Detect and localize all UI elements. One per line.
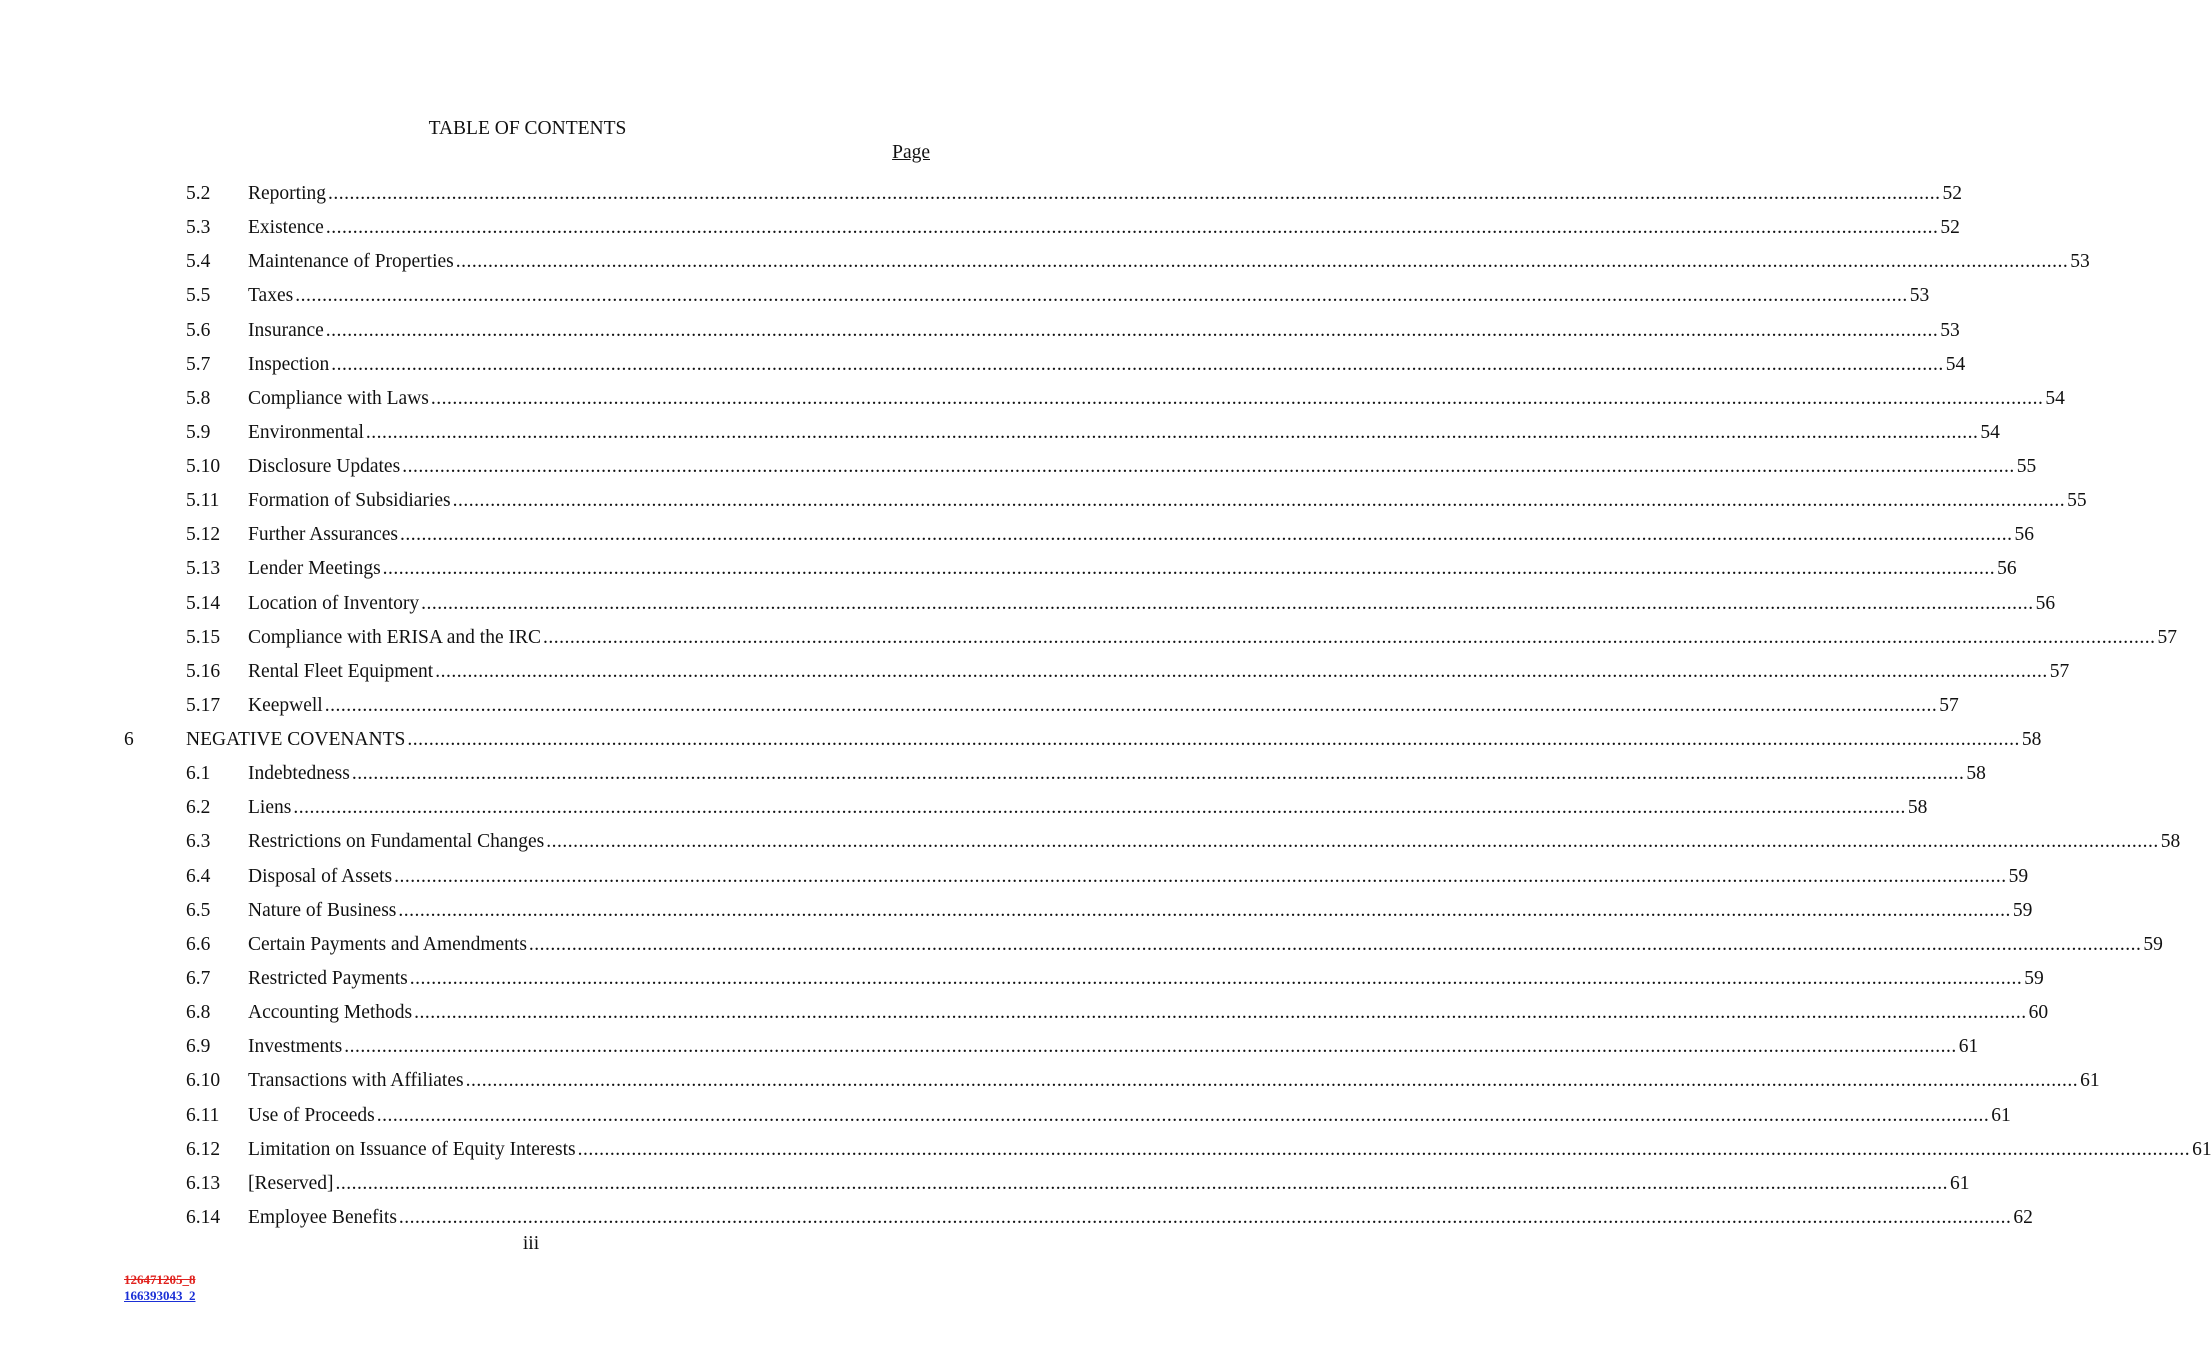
entry-title: Rental Fleet Equipment (248, 660, 434, 682)
entry-number: 6.11 (186, 1104, 220, 1126)
entry-page: 56 (2014, 524, 2035, 546)
entry-page: 60 (2028, 1002, 2049, 1024)
entry-title: Certain Payments and Amendments (248, 933, 527, 955)
dot-leader: ............................................................................................................................................................................................................................................................................................................ (528, 933, 2142, 955)
dot-leader: ............................................................................................................................................................................................................................................................................................................ (543, 626, 2156, 648)
entry-page: 53 (1909, 285, 1930, 307)
entry-number: 5.12 (186, 524, 221, 546)
dot-leader: ............................................................................................................................................................................................................................................................................................................ (400, 524, 2013, 546)
entry-page: 55 (2067, 490, 2087, 512)
entry-number: 5.3 (186, 217, 211, 239)
entry-number: 6.6 (186, 933, 211, 955)
dot-leader: ............................................................................................................................................................................................................................................................................................................ (324, 694, 1938, 716)
dot-leader: ............................................................................................................................................................................................................................................................................................................ (331, 353, 1944, 375)
dot-leader: ............................................................................................................................................................................................................................................................................................................ (435, 660, 2048, 682)
entry-number: 5.8 (186, 387, 211, 409)
entry-number: 5.13 (186, 558, 221, 580)
dot-leader: ............................................................................................................................................................................................................................................................................................................ (452, 490, 2066, 512)
dot-leader: ............................................................................................................................................................................................................................................................................................................ (328, 183, 1941, 204)
entry-title: Indebtedness (248, 763, 350, 785)
entry-number: 6 (124, 729, 134, 751)
entry-title: Nature of Business (248, 899, 397, 921)
entry-title: Maintenance of Properties (248, 251, 454, 273)
dot-leader: ............................................................................................................................................................................................................................................................................................................ (344, 1036, 1957, 1058)
entry-page: 54 (1980, 421, 2000, 443)
entry-title: Environmental (248, 421, 364, 443)
dot-leader: ............................................................................................................................................................................................................................................................................................................ (365, 421, 1979, 443)
entry-number: 5.15 (186, 626, 221, 648)
dot-leader: ............................................................................................................................................................................................................................................................................................................ (335, 1172, 1949, 1194)
dot-leader: ............................................................................................................................................................................................................................................................................................................ (577, 1138, 2191, 1160)
entry-title: Further Assurances (248, 524, 399, 546)
dot-leader: ............................................................................................................................................................................................................................................................................................................ (414, 1002, 2027, 1024)
entry-number: 5.5 (186, 285, 211, 307)
dot-leader: ............................................................................................................................................................................................................................................................................................................ (421, 592, 2034, 614)
entry-title: Liens (248, 797, 292, 819)
dot-leader: ............................................................................................................................................................................................................................................................................................................ (325, 217, 1939, 239)
deleted-doc-id: 126471205_8 (124, 1272, 196, 1287)
entry-title: Compliance with Laws (248, 387, 429, 409)
dot-leader: ............................................................................................................................................................................................................................................................................................................ (398, 1206, 2012, 1228)
entry-page: 59 (2012, 899, 2033, 921)
document-ids (124, 1272, 196, 1304)
dot-leader: ............................................................................................................................................................................................................................................................................................................ (351, 763, 1965, 785)
entry-number: 5.14 (186, 592, 221, 614)
entry-number: 5.16 (186, 660, 221, 682)
entry-number: 6.10 (186, 1070, 221, 1092)
entry-number: 6.13 (186, 1172, 221, 1194)
entry-title: [Reserved] (248, 1172, 334, 1194)
entry-page: 57 (1939, 694, 1959, 716)
entry-page: 53 (2070, 251, 2090, 273)
entry-page: 54 (2045, 387, 2065, 409)
entry-page: 52 (1940, 217, 1960, 239)
dot-leader: ............................................................................................................................................................................................................................................................................................................ (295, 285, 1908, 307)
dot-leader: ............................................................................................................................................................................................................................................................................................................ (376, 1104, 1990, 1126)
entry-number: 6.5 (186, 899, 211, 921)
entry-title: Restricted Payments (248, 967, 408, 989)
entry-number: 6.9 (186, 1036, 211, 1058)
dot-leader: ............................................................................................................................................................................................................................................................................................................ (394, 865, 2007, 887)
entry-page: 61 (2080, 1070, 2100, 1092)
dot-leader: ............................................................................................................................................................................................................................................................................................................ (382, 558, 1996, 580)
entry-page: 58 (1966, 763, 1986, 785)
entry-page: 54 (1945, 353, 1966, 375)
page-column-header: Page (892, 142, 930, 163)
entry-page: 59 (2008, 865, 2029, 887)
dot-leader: ............................................................................................................................................................................................................................................................................................................ (409, 967, 2023, 989)
entry-title: Location of Inventory (248, 592, 420, 614)
entry-title: Taxes (248, 285, 294, 307)
entry-number: 6.2 (186, 797, 211, 819)
dot-leader: ............................................................................................................................................................................................................................................................................................................ (455, 251, 2069, 273)
dot-leader: ............................................................................................................................................................................................................................................................................................................ (402, 456, 2015, 478)
entry-title: Use of Proceeds (248, 1104, 375, 1126)
entry-title: Investments (248, 1036, 343, 1058)
dot-leader: ............................................................................................................................................................................................................................................................................................................ (407, 729, 2020, 751)
dot-leader: ............................................................................................................................................................................................................................................................................................................ (430, 387, 2044, 409)
entry-title: Existence (248, 217, 324, 239)
entry-number: 6.8 (186, 1002, 211, 1024)
entry-title: Accounting Methods (248, 1002, 413, 1024)
entry-title: Transactions with Affiliates (248, 1070, 464, 1092)
toc-title: TABLE OF CONTENTS (428, 118, 627, 139)
entry-page: 55 (2016, 456, 2037, 478)
entry-title: Keepwell (248, 694, 323, 716)
entry-page: 53 (1940, 319, 1960, 341)
entry-page: 56 (1997, 558, 2017, 580)
entry-number: 5.7 (186, 353, 211, 375)
entry-number: 5.2 (186, 183, 211, 204)
entry-title: Formation of Subsidiaries (248, 490, 451, 512)
entry-title: Inspection (248, 353, 330, 375)
entry-title: Reporting (248, 183, 326, 204)
entry-page: 56 (2035, 592, 2056, 614)
entry-page: 59 (2024, 967, 2044, 989)
entry-title: Employee Benefits (248, 1206, 397, 1228)
entry-number: 6.3 (186, 831, 211, 853)
dot-leader: ............................................................................................................................................................................................................................................................................................................ (398, 899, 2011, 921)
entry-page: 58 (2160, 831, 2181, 853)
entry-number: 5.17 (186, 694, 221, 716)
entry-number: 5.9 (186, 421, 211, 443)
entry-page: 61 (1958, 1036, 1979, 1058)
entry-page: 59 (2143, 933, 2163, 955)
entry-title: Compliance with ERISA and the IRC (248, 626, 542, 648)
dot-leader: ............................................................................................................................................................................................................................................................................................................ (325, 319, 1939, 341)
entry-page: 57 (2157, 626, 2178, 648)
entry-title: Limitation on Issuance of Equity Interests (248, 1138, 576, 1160)
entry-page: 58 (2021, 729, 2042, 751)
page-number: iii (522, 1233, 540, 1254)
entry-page: 57 (2049, 660, 2070, 682)
entry-title: Disclosure Updates (248, 456, 401, 478)
dot-leader: ............................................................................................................................................................................................................................................................................................................ (546, 831, 2159, 853)
entry-page: 58 (1907, 797, 1928, 819)
entry-number: 6.14 (186, 1206, 221, 1228)
entry-number: 6.12 (186, 1138, 221, 1160)
dot-leader: ............................................................................................................................................................................................................................................................................................................ (465, 1070, 2079, 1092)
entry-title: NEGATIVE COVENANTS (186, 729, 406, 751)
entry-title: Disposal of Assets (248, 865, 393, 887)
entry-number: 5.4 (186, 251, 211, 273)
entry-page: 61 (1950, 1172, 1970, 1194)
entry-page: 52 (1942, 183, 1962, 204)
dot-leader: ............................................................................................................................................................................................................................................................................................................ (293, 797, 1906, 819)
entry-number: 6.1 (186, 763, 211, 785)
entry-number: 6.4 (186, 865, 211, 887)
entry-number: 5.10 (186, 456, 221, 478)
entry-page: 62 (2013, 1206, 2033, 1228)
inserted-doc-id: 166393043_2 (124, 1288, 196, 1303)
entry-title: Restrictions on Fundamental Changes (248, 831, 545, 853)
entry-number: 5.11 (186, 490, 220, 512)
entry-number: 6.7 (186, 967, 211, 989)
entry-title: Insurance (248, 319, 324, 341)
entry-number: 5.6 (186, 319, 211, 341)
entry-page: 61 (1991, 1104, 2011, 1126)
entry-page: 61 (2192, 1138, 2212, 1160)
entry-title: Lender Meetings (248, 558, 381, 580)
